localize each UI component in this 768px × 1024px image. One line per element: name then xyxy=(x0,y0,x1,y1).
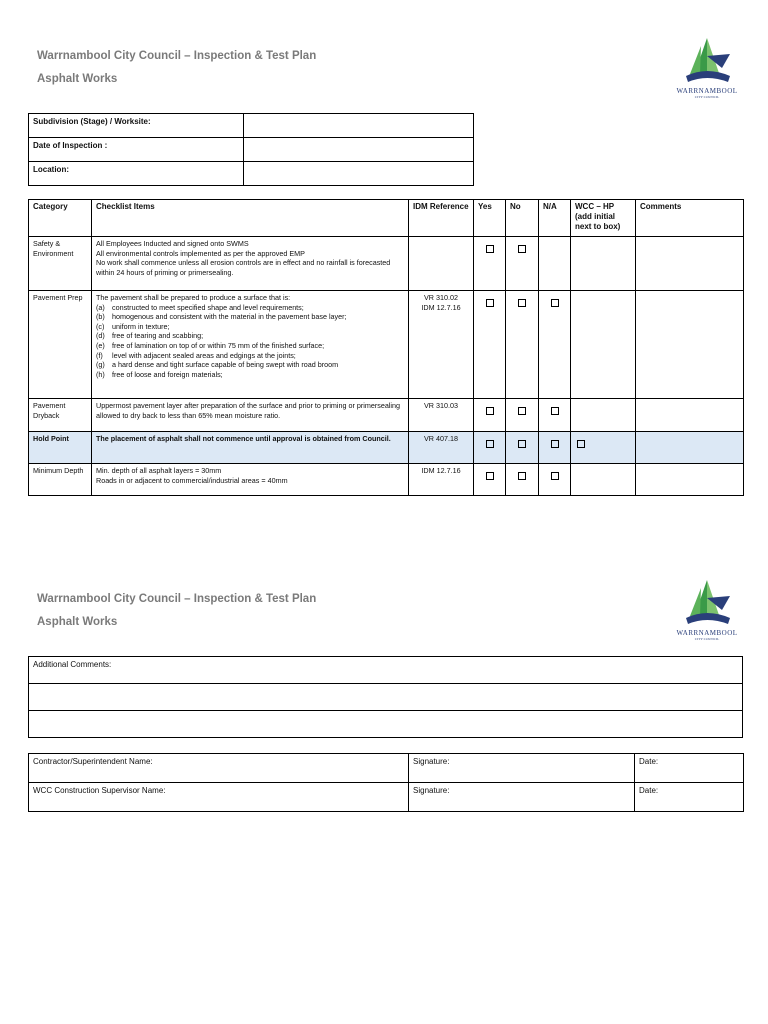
council-logo xyxy=(672,578,742,640)
yes-cell xyxy=(474,237,506,291)
lettered-item xyxy=(96,370,404,380)
idm-ref: VR 310.03 xyxy=(424,401,458,410)
date-of-inspection-field[interactable] xyxy=(244,138,474,162)
item-letter: (d) xyxy=(96,331,105,341)
yes-cell xyxy=(474,432,506,464)
no-cell xyxy=(506,399,539,432)
site-row-subdivision xyxy=(29,114,474,138)
contractor-signoff-row xyxy=(29,754,744,783)
yes-cell xyxy=(474,399,506,432)
item-text: constructed to meet specified shape and level requirements; xyxy=(112,302,304,312)
logo-sails-icon xyxy=(672,36,742,86)
document-title: Warrnambool City Council – Inspection & Test Plan xyxy=(37,593,317,605)
row-category: Pavement Prep xyxy=(29,291,92,399)
no-checkbox[interactable] xyxy=(518,407,526,415)
checklist-header-row xyxy=(29,200,744,237)
wcc-hp-cell xyxy=(571,432,636,464)
logo-sails-icon xyxy=(672,578,742,628)
row-category: Safety & Environment xyxy=(29,237,92,291)
comments-header: Comments xyxy=(636,200,744,237)
item-letter: (h) xyxy=(96,369,105,379)
location-label: Location: xyxy=(29,162,244,186)
item-letter: (c) xyxy=(96,321,105,331)
wcc-hp-header: WCC – HP (add initial next to box) xyxy=(571,200,636,237)
item-letter: (e) xyxy=(96,340,105,350)
subdivision-field[interactable] xyxy=(244,114,474,138)
lettered-item xyxy=(96,331,404,341)
item-text: uniform in texture; xyxy=(112,321,170,331)
comments-line[interactable] xyxy=(29,684,743,711)
na-checkbox[interactable] xyxy=(551,440,559,448)
item-letter: (f) xyxy=(96,350,103,360)
wcc-hp-checkbox[interactable] xyxy=(577,440,585,448)
item-text: free of tearing and scabbing; xyxy=(112,331,204,341)
item-line: All Employees Inducted and signed onto SWMS xyxy=(96,239,249,248)
location-field[interactable] xyxy=(244,162,474,186)
contractor-date-field[interactable]: Date: xyxy=(635,754,744,783)
item-letter: (b) xyxy=(96,312,105,322)
no-cell xyxy=(506,432,539,464)
item-text: a hard dense and tight surface capable of being swept with road broom xyxy=(112,360,339,370)
item-line: Min. depth of all asphalt layers = 30mm xyxy=(96,466,222,475)
yes-header: Yes xyxy=(474,200,506,237)
yes-cell xyxy=(474,291,506,399)
item-text: level with adjacent sealed areas and edgings at the joints; xyxy=(112,350,296,360)
row-checklist-items xyxy=(92,432,409,464)
item-line: Uppermost pavement layer after preparation of the surface and prior to priming or primersealing allowed to dry back to less than 65% mean moisture ratio. xyxy=(96,401,401,420)
lettered-item xyxy=(96,312,404,322)
idm-ref: IDM 12.7.16 xyxy=(421,466,461,475)
item-text: free of loose and foreign materials; xyxy=(112,369,223,379)
supervisor-name-field[interactable]: WCC Construction Supervisor Name: xyxy=(29,783,409,812)
site-row-location xyxy=(29,162,474,186)
checklist-row-minimum-depth xyxy=(29,464,744,496)
comments-cell[interactable] xyxy=(636,464,744,496)
na-cell xyxy=(539,399,571,432)
yes-checkbox[interactable] xyxy=(486,440,494,448)
idm-ref: IDM 12.7.16 xyxy=(421,302,461,312)
row-category: Minimum Depth xyxy=(29,464,92,496)
row-category: Pavement Dryback xyxy=(29,399,92,432)
yes-checkbox[interactable] xyxy=(486,299,494,307)
document-title: Warrnambool City Council – Inspection & Test Plan xyxy=(37,50,317,62)
yes-checkbox[interactable] xyxy=(486,407,494,415)
wcc-hp-cell xyxy=(571,464,636,496)
row-idm-reference xyxy=(409,237,474,291)
date-of-inspection-label: Date of Inspection : xyxy=(29,138,244,162)
yes-checkbox[interactable] xyxy=(486,245,494,253)
comments-cell[interactable] xyxy=(636,237,744,291)
checklist-items-header: Checklist Items xyxy=(92,200,409,237)
item-letter: (g) xyxy=(96,360,105,370)
item-line: Roads in or adjacent to commercial/industrial areas = 40mm xyxy=(96,475,288,485)
category-header: Category xyxy=(29,200,92,237)
row-checklist-items xyxy=(92,399,409,432)
supervisor-date-field[interactable]: Date: xyxy=(635,783,744,812)
logo-wordmark: WARRNAMBOOL xyxy=(676,87,738,95)
na-cell xyxy=(539,291,571,399)
lettered-item xyxy=(96,322,404,332)
contractor-name-field[interactable]: Contractor/Superintendent Name: xyxy=(29,754,409,783)
contractor-signature-field[interactable]: Signature: xyxy=(409,754,635,783)
row-category: Hold Point xyxy=(29,432,92,464)
yes-cell xyxy=(474,464,506,496)
site-details-table xyxy=(28,113,474,186)
logo-tagline: CITY COUNCIL xyxy=(694,637,720,641)
no-checkbox[interactable] xyxy=(518,299,526,307)
document-subtitle: Asphalt Works xyxy=(37,616,118,628)
row-idm-reference xyxy=(409,291,474,399)
no-cell xyxy=(506,464,539,496)
lettered-item xyxy=(96,341,404,351)
no-header: No xyxy=(506,200,539,237)
no-cell xyxy=(506,237,539,291)
supervisor-signature-field[interactable]: Signature: xyxy=(409,783,635,812)
additional-comments-table xyxy=(28,656,743,738)
row-checklist-items xyxy=(92,464,409,496)
checklist-row-pavement-prep xyxy=(29,291,744,399)
na-header: N/A xyxy=(539,200,571,237)
lettered-item xyxy=(96,360,404,370)
comments-cell[interactable] xyxy=(636,432,744,464)
council-logo xyxy=(672,36,742,98)
na-checkbox[interactable] xyxy=(551,472,559,480)
no-checkbox[interactable] xyxy=(518,472,526,480)
comments-cell[interactable] xyxy=(636,399,744,432)
row-checklist-items xyxy=(92,237,409,291)
na-checkbox[interactable] xyxy=(551,407,559,415)
na-checkbox[interactable] xyxy=(551,299,559,307)
na-cell xyxy=(539,432,571,464)
na-cell xyxy=(539,237,571,291)
logo-tagline: CITY COUNCIL xyxy=(694,95,720,99)
lettered-item xyxy=(96,351,404,361)
comments-line[interactable] xyxy=(29,711,743,738)
idm-reference-header: IDM Reference xyxy=(409,200,474,237)
no-checkbox[interactable] xyxy=(518,440,526,448)
page-header-1 xyxy=(37,49,737,86)
checklist-row-hold-point xyxy=(29,432,744,464)
item-line: All environmental controls implemented as per the approved EMP xyxy=(96,248,305,258)
wcc-hp-cell xyxy=(571,399,636,432)
wcc-hp-cell xyxy=(571,291,636,399)
lettered-item xyxy=(96,303,404,313)
signoff-table xyxy=(28,753,744,812)
additional-comments-label: Additional Comments: xyxy=(29,657,743,684)
subdivision-label: Subdivision (Stage) / Worksite: xyxy=(29,114,244,138)
idm-ref: VR 407.18 xyxy=(424,434,458,443)
row-idm-reference xyxy=(409,432,474,464)
yes-checkbox[interactable] xyxy=(486,472,494,480)
checklist-table xyxy=(28,199,744,496)
no-checkbox[interactable] xyxy=(518,245,526,253)
checklist-row-pavement-dryback xyxy=(29,399,744,432)
document-subtitle: Asphalt Works xyxy=(37,73,118,85)
no-cell xyxy=(506,291,539,399)
item-text: free of lamination on top of or within 75 mm of the finished surface; xyxy=(112,340,325,350)
logo-wordmark: WARRNAMBOOL xyxy=(676,629,738,637)
wcc-hp-cell xyxy=(571,237,636,291)
row-idm-reference xyxy=(409,399,474,432)
item-line: The placement of asphalt shall not commence until approval is obtained from Council. xyxy=(96,434,391,443)
comments-cell[interactable] xyxy=(636,291,744,399)
item-text: homogenous and consistent with the material in the pavement base layer; xyxy=(112,312,347,322)
item-letter: (a) xyxy=(96,302,105,312)
na-cell xyxy=(539,464,571,496)
row-idm-reference xyxy=(409,464,474,496)
supervisor-signoff-row xyxy=(29,783,744,812)
site-row-date xyxy=(29,138,474,162)
item-line: No work shall commence unless all erosion controls are in effect and no rainfall is forecasted within 24 hours of priming or primersealing. xyxy=(96,258,391,277)
item-line: The pavement shall be prepared to produce a surface that is: xyxy=(96,293,291,302)
row-checklist-items xyxy=(92,291,409,399)
checklist-row-safety xyxy=(29,237,744,291)
idm-ref: VR 310.02 xyxy=(424,293,458,302)
page-header-2 xyxy=(37,592,737,629)
